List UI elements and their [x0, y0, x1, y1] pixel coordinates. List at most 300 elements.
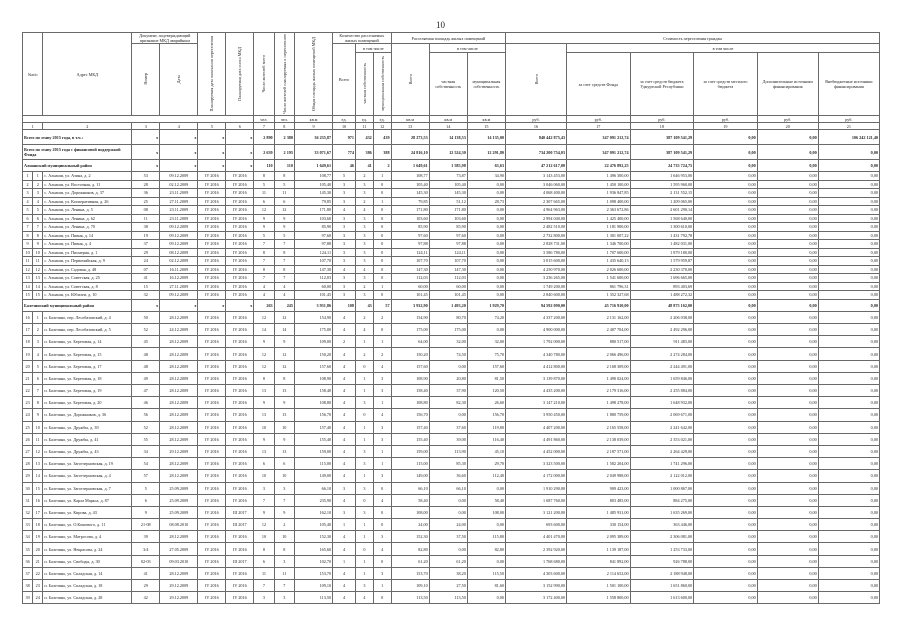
- total-cell: 28 273,53: [391, 130, 429, 145]
- row-cell: 3 147 210,00: [506, 397, 567, 409]
- row-cell: 11: [274, 567, 294, 579]
- row-cell: 1 568 640,00: [630, 214, 694, 223]
- table-row: [23, 282, 880, 291]
- row-cell: 3: [355, 231, 373, 240]
- summary-cell: 63,63: [467, 160, 505, 172]
- row-cell: 3 586 780,00: [506, 248, 567, 257]
- row-address: п. Балезино, ул. Дружбы, д. 43: [43, 445, 132, 457]
- row-cell: 155,40: [294, 433, 332, 445]
- row-cell: 4: [333, 421, 356, 433]
- row-cell: 0,00: [694, 482, 758, 494]
- row-cell: 50: [132, 311, 160, 323]
- row-number: 5: [23, 206, 33, 215]
- row-cell: 1: [373, 445, 391, 457]
- row-address: п. Балезино, ул. Береговая, д. 18: [43, 372, 132, 384]
- summary-cell: х: [132, 160, 160, 172]
- row-cell: IV 2016: [198, 240, 226, 249]
- row-cell: 3: [355, 482, 373, 494]
- row-cell: 0,00: [757, 433, 818, 445]
- summary-cell: 0,00: [694, 160, 758, 172]
- row-cell: 0,00: [467, 180, 505, 189]
- table-row: [23, 189, 880, 198]
- row-number: 2: [23, 180, 33, 189]
- total-cell: 388: [373, 145, 391, 160]
- row-cell: 113,90: [429, 445, 467, 457]
- row-cell: 0,00: [818, 336, 879, 348]
- district-title: Балезинский муниципальный район: [23, 299, 132, 311]
- row-cell: 112,03: [391, 274, 429, 283]
- row-cell: 0,00: [694, 282, 758, 291]
- column-numbers-row: 1 2 3 4 5 6 7 8 9 10 11 12 13 14 15 16 17 18 19 20 21: [23, 123, 880, 130]
- row-cell: 2 732 800,00: [506, 231, 567, 240]
- row-cell: 10: [254, 470, 274, 482]
- row-cell: 4 964 963,00: [506, 206, 567, 215]
- row-cell: 2 187 571,00: [567, 445, 631, 457]
- row-cell: 159,00: [391, 445, 429, 457]
- row-cell: 0: [373, 240, 391, 249]
- row-cell: 0,00: [694, 567, 758, 579]
- row-cell: 4 340 780,00: [506, 348, 567, 360]
- summary-cell: 48 875 162,00: [630, 299, 694, 311]
- row-address: п. Балезино, ул. Береговая, д. 17: [43, 360, 132, 372]
- row-cell: 2 066 496,00: [567, 348, 631, 360]
- total-cell: 14 135,00: [467, 130, 505, 145]
- row-cell: 119,80: [467, 421, 505, 433]
- row-cell: 149,00: [294, 470, 332, 482]
- row-cell: 2: [355, 282, 373, 291]
- row-cell: 0,00: [818, 265, 879, 274]
- row-cell: 0: [373, 223, 391, 232]
- row-cell: 21-08: [132, 519, 160, 531]
- row-cell: 0,00: [694, 248, 758, 257]
- row-cell: 3: [355, 291, 373, 300]
- row-cell: 1: [355, 567, 373, 579]
- row-cell: IV 2016: [198, 360, 226, 372]
- row-cell: 28.12.2009: [160, 567, 198, 579]
- row-cell: IV 2016: [198, 336, 226, 348]
- table-row: [23, 324, 880, 336]
- row-cell: IV 2016: [226, 372, 254, 384]
- table-row: [23, 240, 880, 249]
- row-cell: 147,30: [429, 265, 467, 274]
- row-cell: IV 2016: [198, 206, 226, 215]
- row-cell: 4 337 200,00: [506, 311, 567, 323]
- row-cell: 9: [274, 506, 294, 518]
- row-cell: 0,00: [429, 494, 467, 506]
- row-cell: 7: [254, 580, 274, 592]
- row-cell: 0,00: [757, 506, 818, 518]
- row-cell: 2 306 081,00: [630, 531, 694, 543]
- row-cell: 28.12.2009: [160, 336, 198, 348]
- row-cell: IV 2016: [226, 360, 254, 372]
- total-cell: 971: [333, 130, 356, 145]
- row-cell: IV 2016: [226, 172, 254, 181]
- table-row: [23, 231, 880, 240]
- row-cell: 1 651 860,00: [630, 580, 694, 592]
- row-cell: 2 131 552,15: [630, 189, 694, 198]
- row-number: 11: [23, 257, 33, 266]
- row-cell: 0,00: [467, 519, 505, 531]
- row-cell: 9: [254, 397, 274, 409]
- row-number: 13: [23, 274, 33, 283]
- table-row: [23, 433, 880, 445]
- row-cell: 20,80: [429, 372, 467, 384]
- row-cell: 4: [355, 324, 373, 336]
- row-cell: 0,00: [467, 282, 505, 291]
- row-cell: 9: [274, 223, 294, 232]
- row-cell: 101,45: [294, 291, 332, 300]
- row-cell: 16.12.2009: [160, 274, 198, 283]
- table-row: [23, 506, 880, 518]
- row-cell: 0,00: [818, 397, 879, 409]
- row-cell: 909 423,00: [567, 482, 631, 494]
- row-cell: 153,70: [391, 567, 429, 579]
- row-cell: 49: [132, 372, 160, 384]
- row-cell: IV 2016: [226, 458, 254, 470]
- row-cell: 0,00: [694, 458, 758, 470]
- row-number: 16: [23, 311, 33, 323]
- row-cell: 13: [254, 385, 274, 397]
- row-cell: 1 301 007,22: [567, 231, 631, 240]
- row-sub-number: 6: [33, 372, 43, 384]
- row-cell: 1: [373, 172, 391, 181]
- summary-cell: 46: [333, 160, 356, 172]
- row-cell: 7: [274, 257, 294, 266]
- header-residents-resettle: Число жителей планируемых к переселению: [274, 33, 294, 116]
- row-cell: 1 501 100,00: [567, 580, 631, 592]
- row-cell: 12: [254, 348, 274, 360]
- row-cell: III 2017: [226, 506, 254, 518]
- row-cell: 52: [132, 324, 160, 336]
- row-address: п. Балезино, ул. Складская, д. 28: [43, 592, 132, 604]
- total-cell: 24 816,10: [391, 145, 429, 160]
- row-cell: 108,00: [391, 506, 429, 518]
- row-number: 25: [23, 421, 33, 433]
- row-cell: 41: [132, 274, 160, 283]
- row-cell: 09.12.2009: [160, 240, 198, 249]
- row-cell: 1 880 759,00: [567, 409, 631, 421]
- row-cell: 38,20: [429, 567, 467, 579]
- row-cell: 1 253 733,00: [630, 543, 694, 555]
- row-cell: 1 635 269,00: [630, 506, 694, 518]
- row-cell: 36: [132, 189, 160, 198]
- row-cell: 3: [333, 248, 356, 257]
- row-cell: 1: [333, 519, 356, 531]
- row-cell: 3: [333, 506, 356, 518]
- row-cell: 3: [373, 421, 391, 433]
- row-cell: 8: [274, 265, 294, 274]
- row-cell: 2 026 600,00: [567, 265, 631, 274]
- row-cell: 0,00: [757, 257, 818, 266]
- row-cell: 2 095 389,00: [567, 531, 631, 543]
- table-row: [23, 311, 880, 323]
- row-cell: 0,00: [757, 580, 818, 592]
- row-address: п. Балезино, ул. Береговая, д. 19: [43, 385, 132, 397]
- row-cell: 0,00: [818, 385, 879, 397]
- row-cell: 5: [333, 172, 356, 181]
- row-cell: 0,00: [818, 214, 879, 223]
- row-cell: 4: [333, 458, 356, 470]
- table-row: [23, 214, 880, 223]
- row-sub-number: 4: [33, 197, 43, 206]
- row-cell: 08.12.2009: [160, 248, 198, 257]
- row-cell: IV 2016: [226, 206, 254, 215]
- header-doc-date: Дата: [160, 44, 198, 116]
- row-cell: 4 435 200,00: [506, 385, 567, 397]
- row-cell: 9: [254, 336, 274, 348]
- row-cell: 108,80: [391, 397, 429, 409]
- row-cell: 3: [355, 506, 373, 518]
- row-number: 39: [23, 592, 33, 604]
- row-cell: 0,00: [757, 445, 818, 457]
- summary-cell: 0,00: [694, 299, 758, 311]
- row-cell: 0,00: [694, 385, 758, 397]
- row-cell: 0,00: [818, 567, 879, 579]
- row-sub-number: 15: [33, 482, 43, 494]
- row-cell: 156,70: [467, 409, 505, 421]
- row-cell: 3 121 200,00: [506, 506, 567, 518]
- row-cell: 2: [355, 172, 373, 181]
- row-cell: 1 431 792,78: [630, 231, 694, 240]
- row-cell: 0,00: [694, 421, 758, 433]
- row-cell: 0: [373, 265, 391, 274]
- row-cell: 24.12.2009: [160, 324, 198, 336]
- header-cost-fund: за счет средств Фонда: [567, 53, 631, 116]
- row-cell: 115,80: [467, 531, 505, 543]
- row-sub-number: 7: [33, 385, 43, 397]
- row-cell: 3: [274, 555, 294, 567]
- row-cell: 3: [333, 214, 356, 223]
- table-row: [23, 274, 880, 283]
- row-cell: 02-03: [132, 555, 160, 567]
- row-cell: 7: [274, 580, 294, 592]
- row-cell: 2 255 884,00: [630, 385, 694, 397]
- summary-cell: 0,00: [818, 299, 879, 311]
- row-cell: 8: [274, 172, 294, 181]
- row-cell: 4 172 000,00: [506, 470, 567, 482]
- row-number: 3: [23, 189, 33, 198]
- row-cell: 1: [355, 336, 373, 348]
- header-rooms-municipal: муниципальная собственность: [373, 53, 391, 116]
- total-cell: 14 138,53: [429, 130, 467, 145]
- row-cell: 108,80: [294, 397, 332, 409]
- row-cell: 0,00: [757, 409, 818, 421]
- row-cell: 0,00: [694, 189, 758, 198]
- row-cell: 3: [333, 274, 356, 283]
- row-cell: 1 696 665,00: [630, 274, 694, 283]
- row-cell: 0,00: [467, 291, 505, 300]
- row-cell: 13: [254, 409, 274, 421]
- row-cell: 6: [254, 555, 274, 567]
- row-cell: 12: [254, 311, 274, 323]
- total-cell: 347 091 212,74: [567, 145, 631, 160]
- row-cell: 0,00: [818, 282, 879, 291]
- row-number: 17: [23, 324, 33, 336]
- row-cell: 0: [355, 494, 373, 506]
- row-cell: 0,00: [818, 197, 879, 206]
- row-cell: 1 648 932,00: [630, 397, 694, 409]
- row-cell: 58,40: [467, 494, 505, 506]
- row-cell: 39,00: [429, 433, 467, 445]
- total-cell: 12 291,80: [467, 145, 505, 160]
- row-cell: 0,00: [757, 592, 818, 604]
- row-cell: 6: [254, 197, 274, 206]
- row-cell: 0,00: [757, 470, 818, 482]
- row-cell: 105,40: [294, 519, 332, 531]
- row-cell: IV 2016: [226, 348, 254, 360]
- row-cell: 0,00: [818, 189, 879, 198]
- row-cell: 0,00: [694, 180, 758, 189]
- table-row: [23, 248, 880, 257]
- row-cell: 156,70: [391, 409, 429, 421]
- row-cell: 0,00: [757, 197, 818, 206]
- summary-cell: 0,00: [757, 160, 818, 172]
- row-cell: 7: [274, 240, 294, 249]
- row-sub-number: 16: [33, 494, 43, 506]
- row-cell: 9: [274, 336, 294, 348]
- row-sub-number: 24: [33, 592, 43, 604]
- units-row: чел. чел. кв.м ед. ед. ед. кв.м кв.м кв.м руб. руб. руб. руб. руб. руб.: [23, 116, 880, 123]
- table-row: [23, 592, 880, 604]
- row-cell: 4: [333, 397, 356, 409]
- row-cell: 113,50: [429, 592, 467, 604]
- row-cell: 107,70: [429, 257, 467, 266]
- row-address: п. Балезино, ул. Заготзерновская, д. 4: [43, 470, 132, 482]
- row-number: 21: [23, 372, 33, 384]
- row-number: 32: [23, 506, 33, 518]
- row-cell: 2 241 642,00: [630, 421, 694, 433]
- row-sub-number: 3: [33, 189, 43, 198]
- row-cell: 893 403,69: [630, 282, 694, 291]
- row-sub-number: 11: [33, 257, 43, 266]
- row-cell: 0,00: [818, 494, 879, 506]
- row-cell: IV 2016: [226, 324, 254, 336]
- row-address: с. Алнаши, ул. Кооперативная, д. 26: [43, 197, 132, 206]
- row-cell: 28,73: [467, 197, 505, 206]
- row-cell: 0,00: [757, 421, 818, 433]
- row-cell: 1 582 204,00: [567, 458, 631, 470]
- row-cell: 103,60: [429, 214, 467, 223]
- row-cell: 0,00: [467, 189, 505, 198]
- row-cell: 97,88: [294, 240, 332, 249]
- row-cell: 27.11.2009: [160, 282, 198, 291]
- row-cell: 4: [333, 592, 356, 604]
- row-cell: 7: [254, 274, 274, 283]
- header-rooms-qty: Количество расселяемых жилых помещений: [333, 33, 391, 44]
- row-cell: 0: [373, 324, 391, 336]
- header-doc: Документ, подтверждающий признание МКД аварийным: [132, 33, 198, 44]
- row-cell: 108,90: [294, 372, 332, 384]
- row-cell: 28.12.2009: [160, 385, 198, 397]
- row-cell: 0,00: [818, 274, 879, 283]
- row-cell: 0,00: [757, 274, 818, 283]
- row-sub-number: 9: [33, 409, 43, 421]
- row-cell: IV 2016: [198, 291, 226, 300]
- row-sub-number: 14: [33, 282, 43, 291]
- row-cell: 3 139 870,00: [506, 372, 567, 384]
- row-cell: 4: [333, 348, 356, 360]
- row-cell: 0,00: [818, 555, 879, 567]
- row-cell: 14: [274, 324, 294, 336]
- row-cell: 02.12.2009: [160, 257, 198, 266]
- row-cell: 3: [274, 592, 294, 604]
- row-cell: 0,00: [467, 206, 505, 215]
- row-cell: 13: [274, 409, 294, 421]
- row-cell: 42: [132, 592, 160, 604]
- row-cell: 5: [254, 180, 274, 189]
- row-cell: 28.12.2009: [160, 397, 198, 409]
- row-sub-number: 19: [33, 531, 43, 543]
- row-cell: 1: [373, 197, 391, 206]
- row-cell: IV 2016: [198, 519, 226, 531]
- row-cell: 53: [132, 172, 160, 181]
- row-cell: 0,00: [818, 482, 879, 494]
- row-sub-number: 4: [33, 348, 43, 360]
- row-cell: 3: [333, 231, 356, 240]
- row-cell: III 2017: [226, 519, 254, 531]
- row-cell: IV 2016: [226, 421, 254, 433]
- row-cell: 158,40: [391, 385, 429, 397]
- row-cell: 0,00: [757, 324, 818, 336]
- row-cell: 56: [132, 409, 160, 421]
- row-cell: 109,10: [391, 580, 429, 592]
- row-cell: 124,11: [429, 248, 467, 257]
- row-sub-number: 7: [33, 223, 43, 232]
- row-cell: 7: [254, 240, 274, 249]
- row-cell: 1 558 800,00: [567, 592, 631, 604]
- total-cell: 36 235,87: [294, 130, 332, 145]
- total-label: Всего по этапу 2015 года, в т.ч.:: [23, 130, 132, 145]
- row-cell: 109,00: [294, 336, 332, 348]
- header-area-municipal: муниципальная собственность: [467, 53, 505, 116]
- row-address: п. Балезино, пер. Лесобазовский, д. 4: [43, 311, 132, 323]
- row-number: 15: [23, 291, 33, 300]
- row-number: 10: [23, 248, 33, 257]
- row-cell: 0,00: [757, 231, 818, 240]
- row-address: п. Балезино, пер. Лесобазовский, д. 5: [43, 324, 132, 336]
- row-cell: 26,60: [467, 397, 505, 409]
- summary-cell: 1 493,20: [429, 299, 467, 311]
- row-address: с. Алнаши, ул. Ленина, д. 62: [43, 214, 132, 223]
- row-cell: 4: [333, 265, 356, 274]
- row-cell: 0,00: [757, 223, 818, 232]
- row-cell: 1 435 640,13: [567, 257, 631, 266]
- row-cell: 28.12.2009: [160, 421, 198, 433]
- row-cell: 2 230 370,00: [630, 265, 694, 274]
- row-cell: 24,00: [391, 519, 429, 531]
- row-cell: 27.05.2009: [160, 543, 198, 555]
- total-cell: х: [226, 130, 254, 145]
- row-cell: 0,00: [818, 445, 879, 457]
- row-cell: 3: [355, 580, 373, 592]
- row-cell: 108,90: [391, 372, 429, 384]
- row-cell: 0,00: [818, 433, 879, 445]
- row-cell: IV 2016: [198, 458, 226, 470]
- row-cell: IV 2016: [226, 180, 254, 189]
- row-sub-number: 5: [33, 206, 43, 215]
- row-cell: 0: [373, 506, 391, 518]
- table-row: [23, 180, 880, 189]
- row-cell: 28.12.2009: [160, 372, 198, 384]
- row-cell: 13: [274, 385, 294, 397]
- row-cell: 0,00: [694, 348, 758, 360]
- row-cell: IV 2016: [198, 433, 226, 445]
- row-address: п. Балезино, ул. Заготзерновская, д. 7: [43, 482, 132, 494]
- row-cell: 108,77: [391, 172, 429, 181]
- row-cell: 9: [132, 506, 160, 518]
- row-cell: 0,00: [818, 360, 879, 372]
- row-cell: 60,00: [429, 282, 467, 291]
